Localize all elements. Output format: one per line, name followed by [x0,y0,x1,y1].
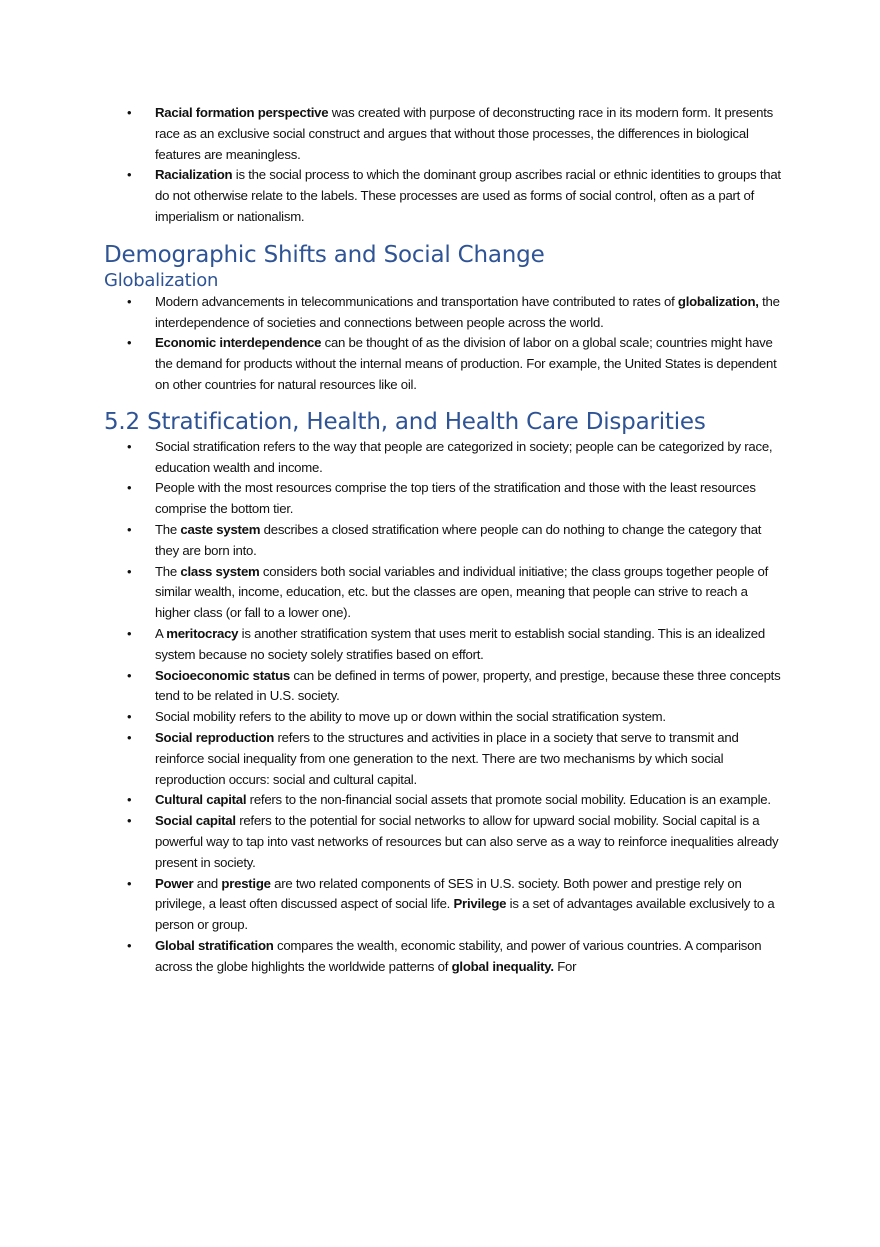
item-text: The [155,521,181,537]
bullet-icon: • [127,709,132,725]
item-text: is the social process to which the dominant group ascribes racial or ethnic identities to groups that do not otherwise relate to the labels. These processes are used as forms of social control, often as a part of imperialism or nationalism. [155,167,781,224]
item-text: People with the most resources comprise the top tiers of the stratification and those with the least resources comprise the bottom tier. [155,480,756,517]
term-bold: Power [155,875,194,891]
bullet-icon: • [127,813,132,829]
bullet-icon: • [127,335,132,351]
term-bold: caste system [180,521,261,537]
item-text: refers to the potential for social networks to allow for upward social mobility. Social capital is a powerful way to tap into vast networks of resources but can also serve as a way to reinforce inequalities already present in society. [155,813,779,870]
globalization-bullet-list [104,292,784,396]
term-bold: Social capital [155,813,236,829]
item-text: Social stratification refers to the way that people are categorized in society; people can be categorized by race, education wealth and income. [155,438,773,475]
list-item [104,666,784,708]
list-item [104,478,784,520]
bullet-icon: • [127,729,132,745]
item-text: was created with purpose of deconstructing race in its modern form. It presents race as an exclusive social construct and argues that without those processes, the differences in biological features are meaningless. [155,105,774,162]
stratification-bullet-list [104,437,784,978]
heading-demographic-shifts: Demographic Shifts and Social Change [104,241,545,268]
bullet-icon: • [127,875,132,891]
item-text: For [553,958,577,974]
list-item [104,292,784,334]
term-bold: meritocracy [166,625,239,641]
list-item [104,936,784,978]
bullet-icon: • [127,480,132,496]
item-text: is a set of advantages available exclusively to a person or group. [155,896,775,933]
heading-stratification: 5.2 Stratification, Health, and Health Care Disparities [104,408,706,435]
bullet-icon: • [127,937,132,953]
subheading-globalization: Globalization [104,269,219,291]
list-item [104,520,784,562]
term-bold: Global stratification [155,937,274,953]
list-item [104,562,784,624]
list-item [104,811,784,873]
term-bold: global inequality. [451,958,554,974]
item-text: Modern advancements in telecommunications and transportation have contributed to rates of [155,293,678,309]
item-text: Social mobility refers to the ability to move up or down within the social stratification system. [155,709,666,725]
item-text: refers to the structures and activities in place in a society that serve to transmit and reinforce social inequality from one generation to the next. There are two mechanisms by which social reproduction occurs: social and cultural capital. [155,729,739,787]
item-text: the interdependence of societies and connections between people across the world. [155,293,780,330]
item-text: can be defined in terms of power, property, and prestige, because these three concepts tend to be related in U.S. society. [155,667,781,704]
term-bold: Racial formation perspective [155,105,329,120]
list-item [104,437,784,479]
item-text: considers both social variables and individual initiative; the class groups together people of similar wealth, income, education, etc. but the classes are open, meaning that people can strive to reach a higher class (or fall to a lower one). [155,563,768,621]
list-item [104,728,784,790]
item-text: A [155,625,167,641]
bullet-icon: • [127,521,132,537]
bullet-icon: • [127,625,132,641]
item-text: describes a closed stratification where people can do nothing to change the category that they are born into. [155,521,762,558]
item-text: are two related components of SES in U.S. society. Both power and prestige rely on privilege, a least often discussed aspect of social life. [155,875,742,912]
bullet-icon: • [127,293,132,309]
term-bold: Racialization [155,167,233,183]
list-item [104,707,784,728]
list-item [104,790,784,811]
bullet-icon: • [127,563,132,579]
item-text: refers to the non-financial social assets that promote social mobility. Education is an example. [246,792,771,808]
bullet-icon: • [127,667,132,683]
bullet-icon: • [127,438,132,454]
term-bold: Cultural capital [155,792,247,808]
list-item [104,333,784,395]
item-text: is another stratification system that uses merit to establish social standing. This is an idealized system because no society solely stratifies based on effort. [155,625,765,662]
item-text: compares the wealth, economic stability, and power of various countries. A comparison across the globe highlights the worldwide patterns of [155,937,762,974]
intro-bullet-list [104,103,784,228]
list-item [104,165,784,227]
term-bold: Economic interdependence [155,335,322,351]
item-text: can be thought of as the division of labor on a global scale; countries might have the demand for products without the internal means of production. For example, the United States is dependent on other countries for natural resources like oil. [155,335,777,392]
term-bold: class system [180,563,260,579]
item-text: The [155,563,181,579]
item-text: and [193,875,222,891]
term-bold: Privilege [453,896,507,912]
bullet-icon: • [127,792,132,808]
list-item [104,103,784,165]
list-item [104,624,784,666]
term-bold: globalization, [677,293,759,309]
term-bold: Social reproduction [155,729,275,745]
page-content [104,103,784,977]
term-bold: Socioeconomic status [155,667,290,683]
list-item [104,874,784,936]
term-bold: prestige [221,875,271,891]
bullet-icon: • [127,105,132,120]
bullet-icon: • [127,167,132,183]
